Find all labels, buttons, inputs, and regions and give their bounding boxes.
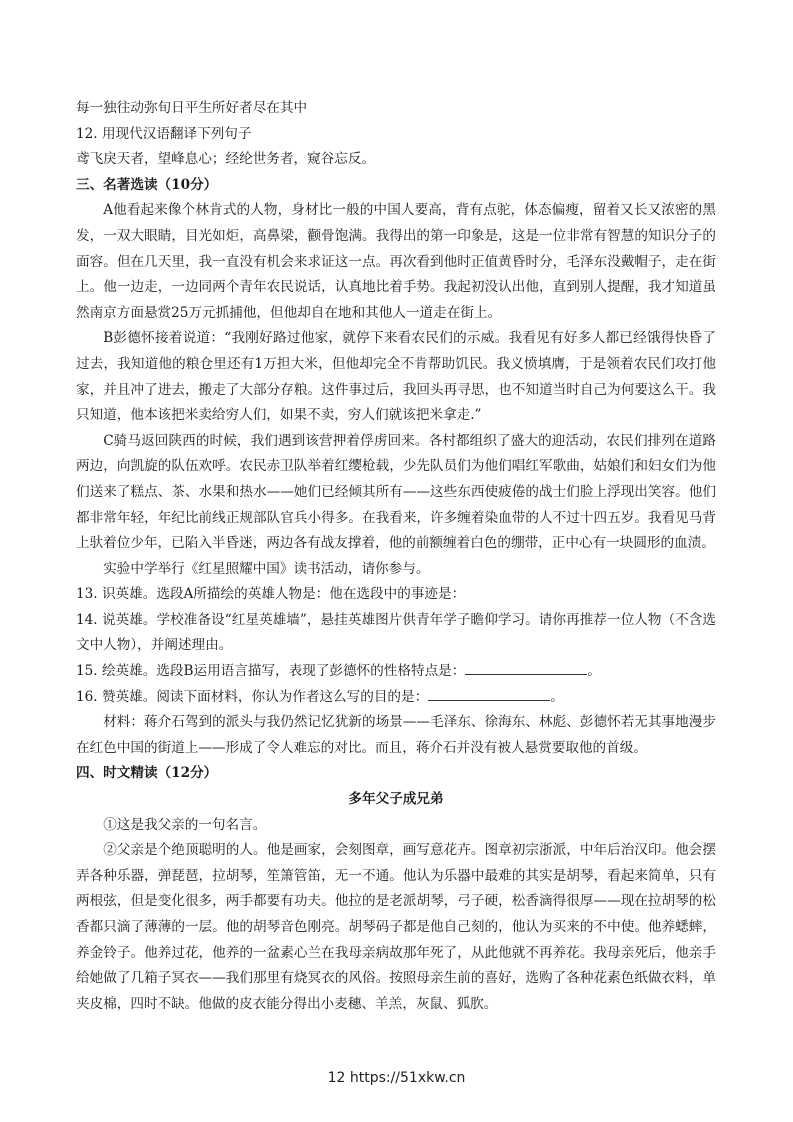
section-4-heading: 四、时文精读（12分） <box>76 765 218 782</box>
passage-c: C骑马返回陕西的时候，我们遇到该营押着俘虏回来。各村都组织了盛大的迎活动，农民们排列在道路两边，向凯旋的队伍欢呼。农民赤卫队举着红缨枪载，少先队员们为他们唱红军歌曲，姑娘们和妇女们为他们送来了糕点、茶、水果和热水——她们已经倾其所有——这些东西使疲倦的战士们脸上浮现出笑容。他们都非常年轻，年纪比前线正规部队官兵小得多。在我看来，许多缠着染血带的人不过十四五岁。我看见马背上驮着位少年，已陷入半昏迷，两边各有战友撑着，他的前额缠着白色的绷带，正中心有一块圆形的血渍。 <box>76 432 716 552</box>
question-15-text: 15. 绘英雄。选段B运用语言描写，表现了彭德怀的性格特点是： <box>76 663 466 680</box>
activity-intro: 实验中学举行《红星照耀中国》读书活动，请你参与。 <box>103 560 430 577</box>
question-15-end: 。 <box>587 663 601 680</box>
question-14: 14. 说英雄。学校准备设“红星英雄墙”，悬挂英雄图片供青年学子瞻仰学习。请你再推荐一位人物（不含选文中人物），并阐述理由。 <box>76 611 716 654</box>
question-16 <box>76 685 716 711</box>
page-content <box>76 96 716 1017</box>
question-16-text: 16. 赞英雄。阅读下面材料，你认为作者这么写的目的是： <box>76 688 429 705</box>
material-text: 材料：蒋介石驾到的派头与我仍然记忆犹新的场景——毛泽东、徐海东、林彪、彭德怀若无其事地漫步在红色中国的街道上——形成了令人难忘的对比。而且，蒋介石并没有被人悬赏要取他的首级。 <box>76 714 716 756</box>
answer-blank-15[interactable] <box>465 660 587 675</box>
paragraph-1: ①这是我父亲的一句名言。 <box>103 816 267 833</box>
paragraph-2: ②父亲是个绝顶聪明的人。他是画家，会刻图章，画写意花卉。图章初宗浙派，中年后治汉印。他会摆弄各种乐器，弹琵琶，拉胡琴，笙箫管笛，无一不通。他认为乐器中最难的其实是胡琴，看起来简单，只有两根弦，但是变化很多，两手都要有功夫。他拉的是老派胡琴，弓子硬，松香滴得很厚——现在拉胡琴的松香都只滴了薄薄的一层。他的胡琴音色刚亮。胡琴码子都是他自己刻的，他认为买来的不中使。他养蟋蟀，养金铃子。他养过花，他养的一盆素心兰在我母亲病故那年死了，从此他就不再养花。我母亲死后，他亲手给她做了几箱子冥衣——我们那里有烧冥衣的风俗。按照母亲生前的喜好，选购了各种花素色纸做衣料，单夹皮棉，四时不缺。他做的皮衣能分得出小麦穗、羊羔，灰鼠、狐肷。 <box>76 842 716 1012</box>
section-3-heading: 三、名著选读（10分） <box>76 176 218 193</box>
article-title: 多年父子成兄弟 <box>348 791 444 808</box>
question-15 <box>76 659 716 685</box>
question-16-end: 。 <box>550 688 564 705</box>
question-13: 13. 识英雄。选段A所描绘的英雄人物是：他在选段中的事迹是： <box>76 586 466 603</box>
passage-a: A他看起来像个林肯式的人物，身材比一般的中国人要高，背有点驼，体态偏瘦，留着又长又浓密的黑发，一双大眼睛，目光如炬，高鼻梁，颧骨饱满。我得出的第一印象是，这是一位非常有智慧的知识分子的面容。但在几天里，我一直没有机会来求证这一点。再次看到他时正值黄昏时分，毛泽东没戴帽子，走在街上。他一边走，一边同两个青年农民说话，认真地比着手势。我起初没认出他，直到别人提醒，我才知道虽然南京方面悬赏25万元抓捕他，但他却自在地和其他人一道走在街上。 <box>76 202 716 321</box>
text-line: 每一独往动弥旬日平生所好者尽在其中 <box>76 100 308 116</box>
passage-b: B彭德怀接着说道：“我刚好路过他家，就停下来看农民们的示威。我看见有好多人都已经饿得快昏了过去，我知道他的粮仓里还有1万担大米，但他却完全不肯帮助饥民。我义愤填膺，于是领着农民们攻打他家，并且冲了进去，搬走了大部分存粮。这件事过后，我回头再寻思，也不知道当时自己为何要这么干。我只知道，他本该把米卖给穷人们，如果不卖，穷人们就该把米拿走.” <box>76 330 716 424</box>
page-footer: 12 https://51xkw.cn <box>327 1070 466 1086</box>
question-12-text: 鸢飞戾天者，望峰息心；经纶世务者，窥谷忘反。 <box>76 151 376 168</box>
answer-blank-16[interactable] <box>428 686 550 701</box>
question-12: 12. 用现代汉语翻译下列句子 <box>76 125 252 142</box>
